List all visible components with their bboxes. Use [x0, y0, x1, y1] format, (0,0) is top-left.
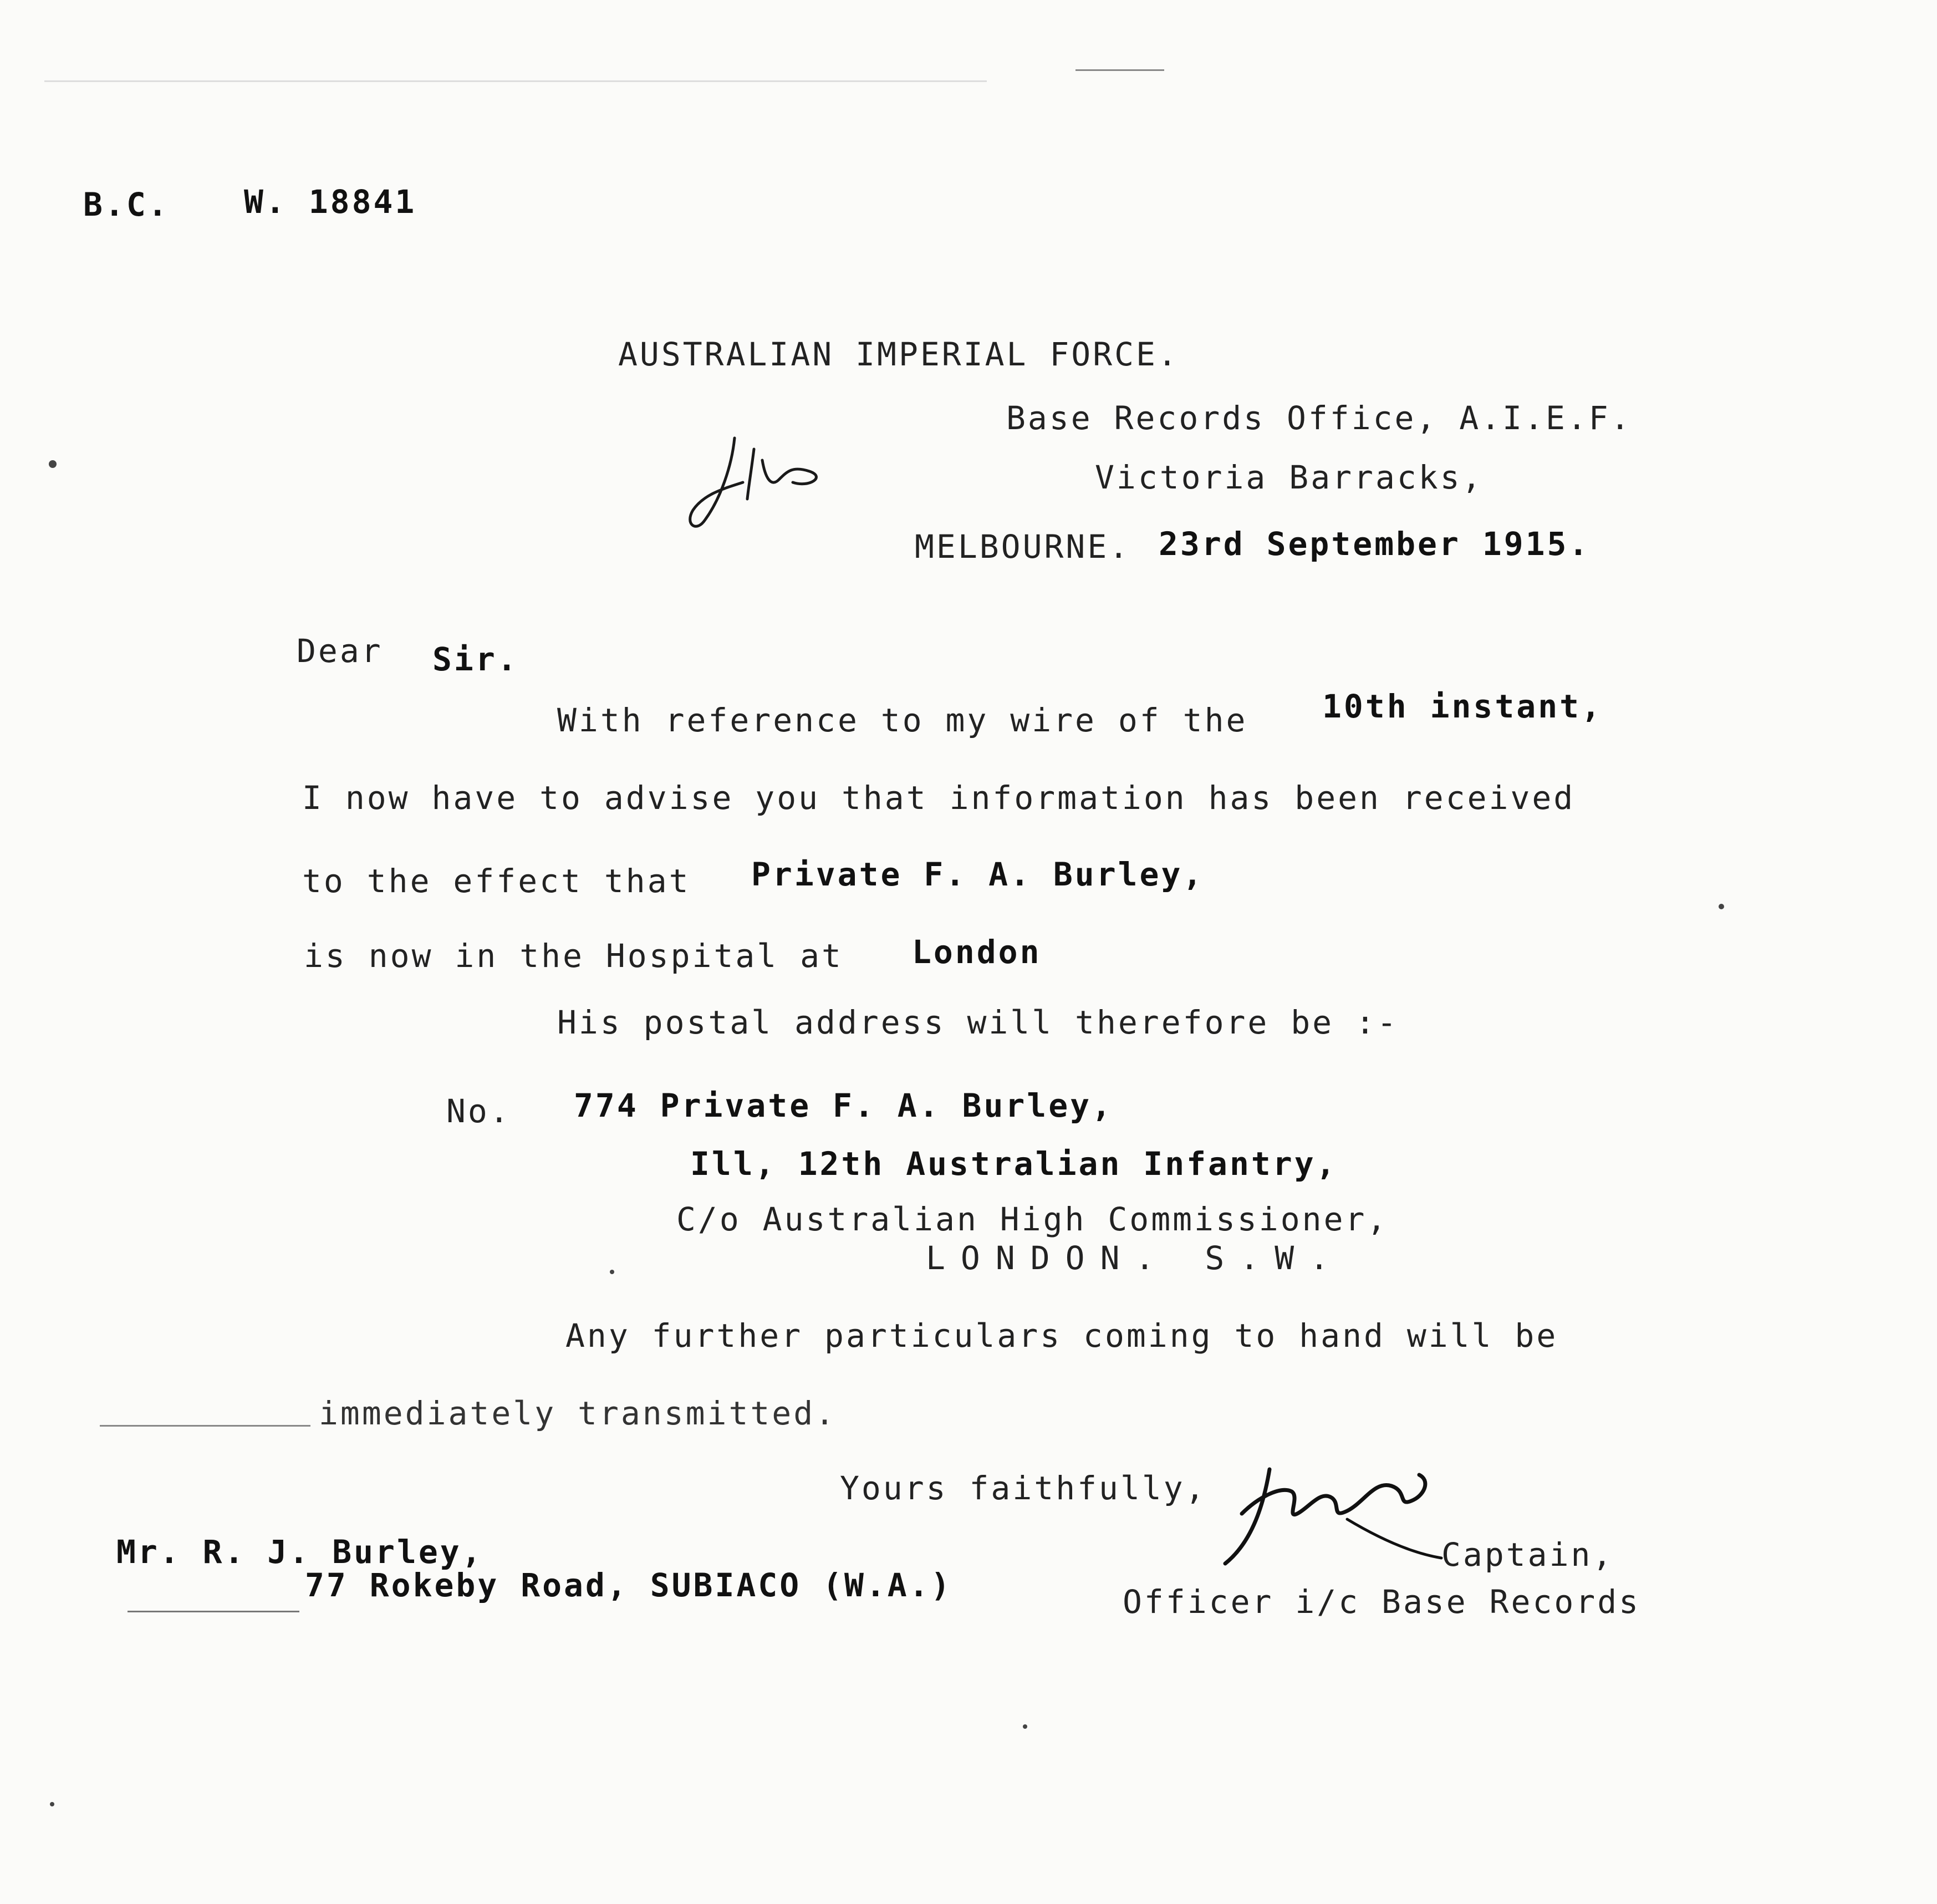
closing-position: Officer i/c Base Records — [1123, 1583, 1641, 1621]
letterhead-date: 23rd September 1915. — [1159, 525, 1591, 563]
reference-prefix: B.C. — [83, 186, 170, 223]
scan-speck — [50, 1802, 54, 1806]
scan-speck — [1023, 1724, 1027, 1729]
address-no-label: No. — [446, 1092, 511, 1130]
letterhead-office: Base Records Office, A.I.E.F. — [1006, 399, 1632, 437]
scan-speck — [49, 460, 57, 468]
scan-artifact-line — [44, 80, 987, 82]
letterhead-city: MELBOURNE. — [915, 528, 1131, 566]
closing-line-1: Any further particulars coming to hand will be — [565, 1317, 1558, 1355]
salutation: Dear — [297, 632, 383, 670]
scan-speck — [1719, 904, 1724, 909]
scan-artifact-underline — [128, 1611, 299, 1612]
body-line-4a: is now in the Hospital at — [304, 937, 843, 975]
body-line-3b: Private F. A. Burley, — [751, 856, 1205, 893]
closing-rank: Captain, — [1441, 1536, 1614, 1574]
scan-artifact-dash — [100, 1425, 310, 1427]
closing-line-2: immediately transmitted. — [319, 1394, 837, 1432]
body-line-2: I now have to advise you that information has been received — [302, 779, 1576, 817]
body-line-1a: With reference to my wire of the — [557, 701, 1248, 739]
letterhead-barracks: Victoria Barracks, — [1095, 459, 1484, 496]
letterhead-organisation: AUSTRALIAN IMPERIAL FORCE. — [618, 335, 1179, 373]
address-city: LONDON. S.W. — [926, 1239, 1345, 1277]
handwritten-initials-icon — [682, 427, 848, 538]
body-line-5: His postal address will therefore be :- — [557, 1004, 1399, 1041]
body-line-3a: to the effect that — [302, 862, 691, 900]
address-soldier: 774 Private F. A. Burley, — [574, 1087, 1113, 1124]
reference-number: W. 18841 — [244, 183, 417, 221]
handwritten-signature-icon — [1209, 1447, 1475, 1580]
address-unit: Ill, 12th Australian Infantry, — [690, 1145, 1338, 1183]
salutation-title: Sir. — [432, 640, 519, 678]
recipient-name: Mr. R. J. Burley, — [116, 1533, 483, 1571]
body-line-4b: London — [912, 933, 1042, 971]
scan-artifact-mark — [1075, 69, 1164, 71]
body-line-1b: 10th instant, — [1322, 688, 1603, 725]
address-care-of: C/o Australian High Commissioner, — [676, 1200, 1389, 1238]
recipient-address: 77 Rokeby Road, SUBIACO (W.A.) — [305, 1566, 952, 1604]
scan-speck — [610, 1270, 614, 1274]
closing-valediction: Yours faithfully, — [840, 1469, 1207, 1507]
